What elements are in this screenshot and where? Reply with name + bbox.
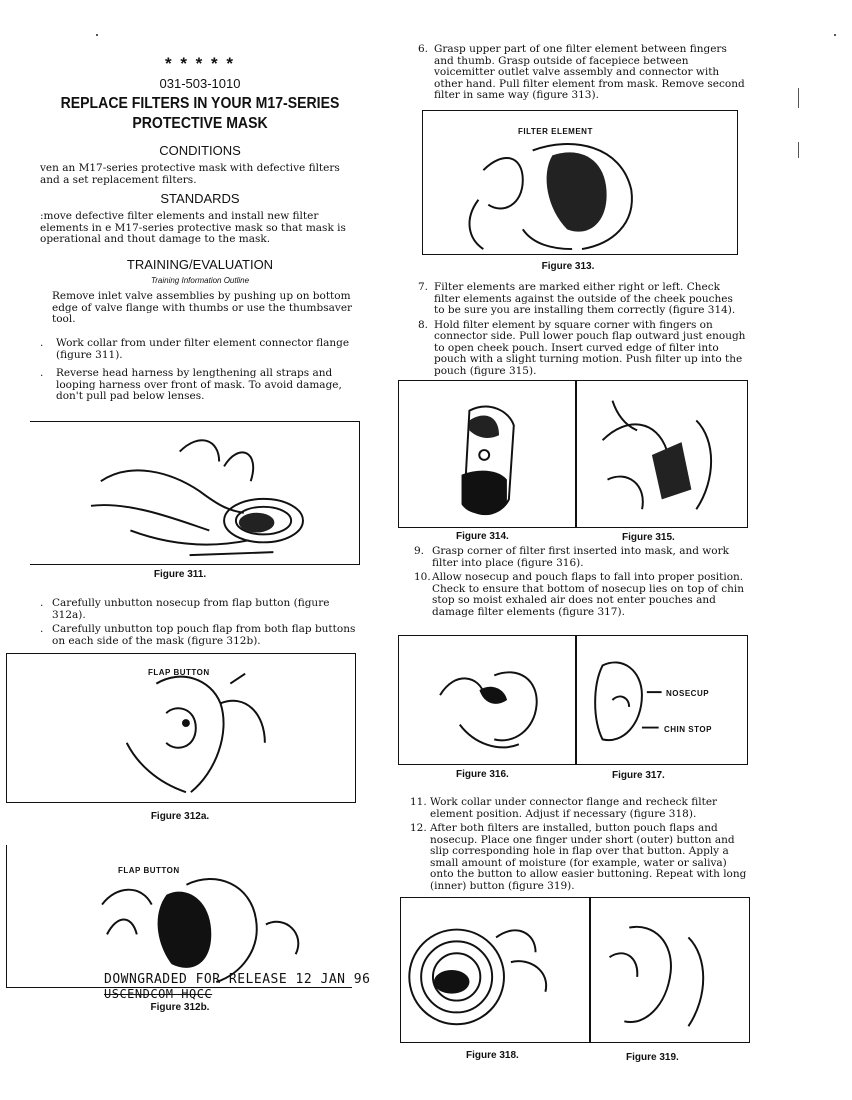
step-item	[418, 282, 746, 317]
figures-314-315-panel	[398, 380, 748, 528]
step-number: .	[40, 337, 44, 349]
step-text: Grasp upper part of one filter element between fingers and thumb. Grasp outside of facepiece between voicemitter outlet valve assembly and connector with other hand. Pull filter element from mask. Remove second filter in same way (figure 313).	[434, 43, 745, 101]
scan-speck	[96, 34, 98, 36]
page-title-line2: PROTECTIVE MASK	[132, 115, 268, 132]
panel-divider	[589, 898, 591, 1042]
figure-318-caption: Figure 318.	[466, 1050, 519, 1061]
figure-311-image	[30, 421, 360, 565]
stars-divider: * * * * *	[165, 54, 235, 73]
steps-right-group-4	[410, 797, 750, 892]
figure-319-caption: Figure 319.	[626, 1052, 679, 1063]
conditions-heading: CONDITIONS	[159, 143, 241, 158]
figure-313-caption: Figure 313.	[541, 261, 595, 272]
panel-divider	[575, 381, 577, 527]
standards-heading: STANDARDS	[160, 191, 240, 206]
scan-speck	[798, 142, 799, 158]
flap-button-callout: FLAP BUTTON	[148, 668, 210, 677]
scan-speck	[798, 88, 799, 108]
step-item	[40, 598, 362, 621]
step-number: 9.	[414, 545, 425, 557]
figure-314-caption: Figure 314.	[456, 531, 509, 542]
filter-element-callout: FILTER ELEMENT	[518, 127, 593, 136]
step-number: 6.	[418, 43, 429, 55]
figure-311-caption: Figure 311.	[153, 569, 207, 580]
step-number: 7.	[418, 281, 429, 293]
training-heading: TRAINING/EVALUATION	[126, 257, 274, 272]
step-text: Work collar under connector flange and recheck filter element position. Adjust if necessary (figure 318).	[430, 796, 718, 820]
step-number: .	[40, 623, 44, 635]
panel-divider	[575, 636, 577, 764]
step-number: 8.	[418, 318, 429, 331]
step-text: After both filters are installed, button pouch flaps and nosecup. Place one finger under short (outer) button and slip corresponding hole in flap over that button. Apply a small amount of moisture (for example, water or saliva) onto the button to allow easier buttoning. Repeat with long (inner) button (figure 319).	[430, 822, 747, 892]
step-text: Filter elements are marked either right or left. Check filter elements against the outside of the cheek pouches to be sure you are installing them correctly (figure 314).	[434, 281, 736, 316]
hands-filter-drawing	[30, 422, 359, 564]
step-item	[40, 368, 362, 403]
steps-right-group-1	[418, 44, 746, 102]
step-text: Carefully unbutton nosecup from flap button (figure 312a).	[52, 597, 330, 621]
step-number: 10.	[414, 571, 431, 583]
training-intro: Remove inlet valve assemblies by pushing up on bottom edge of valve flange with thumbs or use the thumbsaver tool.	[52, 290, 353, 325]
step-text: Hold filter element by square corner with fingers on connector side. Pull lower pouch flap outward just enough to open cheek pouch. Insert curved edge of filter into pouch with a slight turning motion. Push filter up into the pouch (figure 315).	[434, 318, 746, 377]
downgrade-stamp: DOWNGRADED FOR RELEASE 12 JAN 96	[104, 972, 371, 987]
step-text: Allow nosecup and pouch flaps to fall into proper position. Check to ensure that bottom of nosecup lies on top of chin stop so moist exhaled air does not enter pouches and damage filter elements (figure 317).	[432, 571, 744, 618]
step-number: 12.	[410, 822, 427, 834]
nosecup-chinstop-drawing	[399, 636, 747, 764]
conditions-text: ven an M17-series protective mask with defective filters and a set replacement filters.	[40, 162, 340, 186]
page-title-line1: REPLACE FILTERS IN YOUR M17-SERIES	[60, 95, 340, 112]
step-text: Grasp corner of filter first inserted into mask, and work filter into place (figure 316).	[432, 545, 729, 569]
figure-315-caption: Figure 315.	[622, 532, 675, 543]
step-text: Reverse head harness by lengthening all straps and looping harness over front of mask. To avoid damage, don't pull pad below lenses.	[56, 367, 342, 402]
step-text: Carefully unbutton top pouch flap from both flap buttons on each side of the mask (figure 312b).	[52, 623, 356, 647]
step-item	[410, 823, 750, 892]
step-item	[410, 797, 750, 820]
step-item	[40, 624, 362, 647]
step-number: .	[40, 597, 44, 609]
steps-right-group-2	[418, 282, 746, 377]
step-item	[414, 572, 748, 618]
steps-left-group-2	[40, 598, 362, 647]
training-subheading: Training Information Outline	[150, 276, 250, 285]
figure-312b-caption: Figure 312b.	[150, 1002, 210, 1013]
step-item	[414, 546, 748, 569]
step-number: .	[40, 367, 44, 379]
step-text: Work collar from under filter element connector flange (figure 311).	[56, 337, 350, 361]
steps-left-group-1	[40, 338, 362, 403]
steps-right-group-3	[414, 546, 748, 618]
standards-text: :move defective filter elements and install new filter elements in e M17-series protective mask so that mask is operational and thout damage to the mask.	[40, 210, 346, 245]
step-item	[40, 338, 362, 361]
chin-stop-callout: CHIN STOP	[664, 725, 712, 734]
nosecup-callout: NOSECUP	[666, 689, 710, 698]
flap-button-callout: FLAP BUTTON	[118, 866, 180, 875]
task-number: 031-503-1010	[159, 76, 241, 91]
figure-316-caption: Figure 316.	[456, 769, 509, 780]
figure-317-caption: Figure 317.	[612, 770, 665, 781]
downgrade-stamp-office: USCENDCOM-HQCC	[104, 987, 213, 1001]
figures-316-317-panel	[398, 635, 748, 765]
collar-buttoning-drawing	[401, 898, 749, 1042]
step-item	[418, 320, 746, 378]
filter-pouch-drawing	[399, 381, 747, 527]
figures-318-319-panel	[400, 897, 750, 1043]
scan-speck	[834, 34, 836, 36]
step-item	[418, 44, 746, 102]
step-number: 11.	[410, 796, 427, 808]
figure-312a-caption: Figure 312a.	[150, 811, 210, 822]
